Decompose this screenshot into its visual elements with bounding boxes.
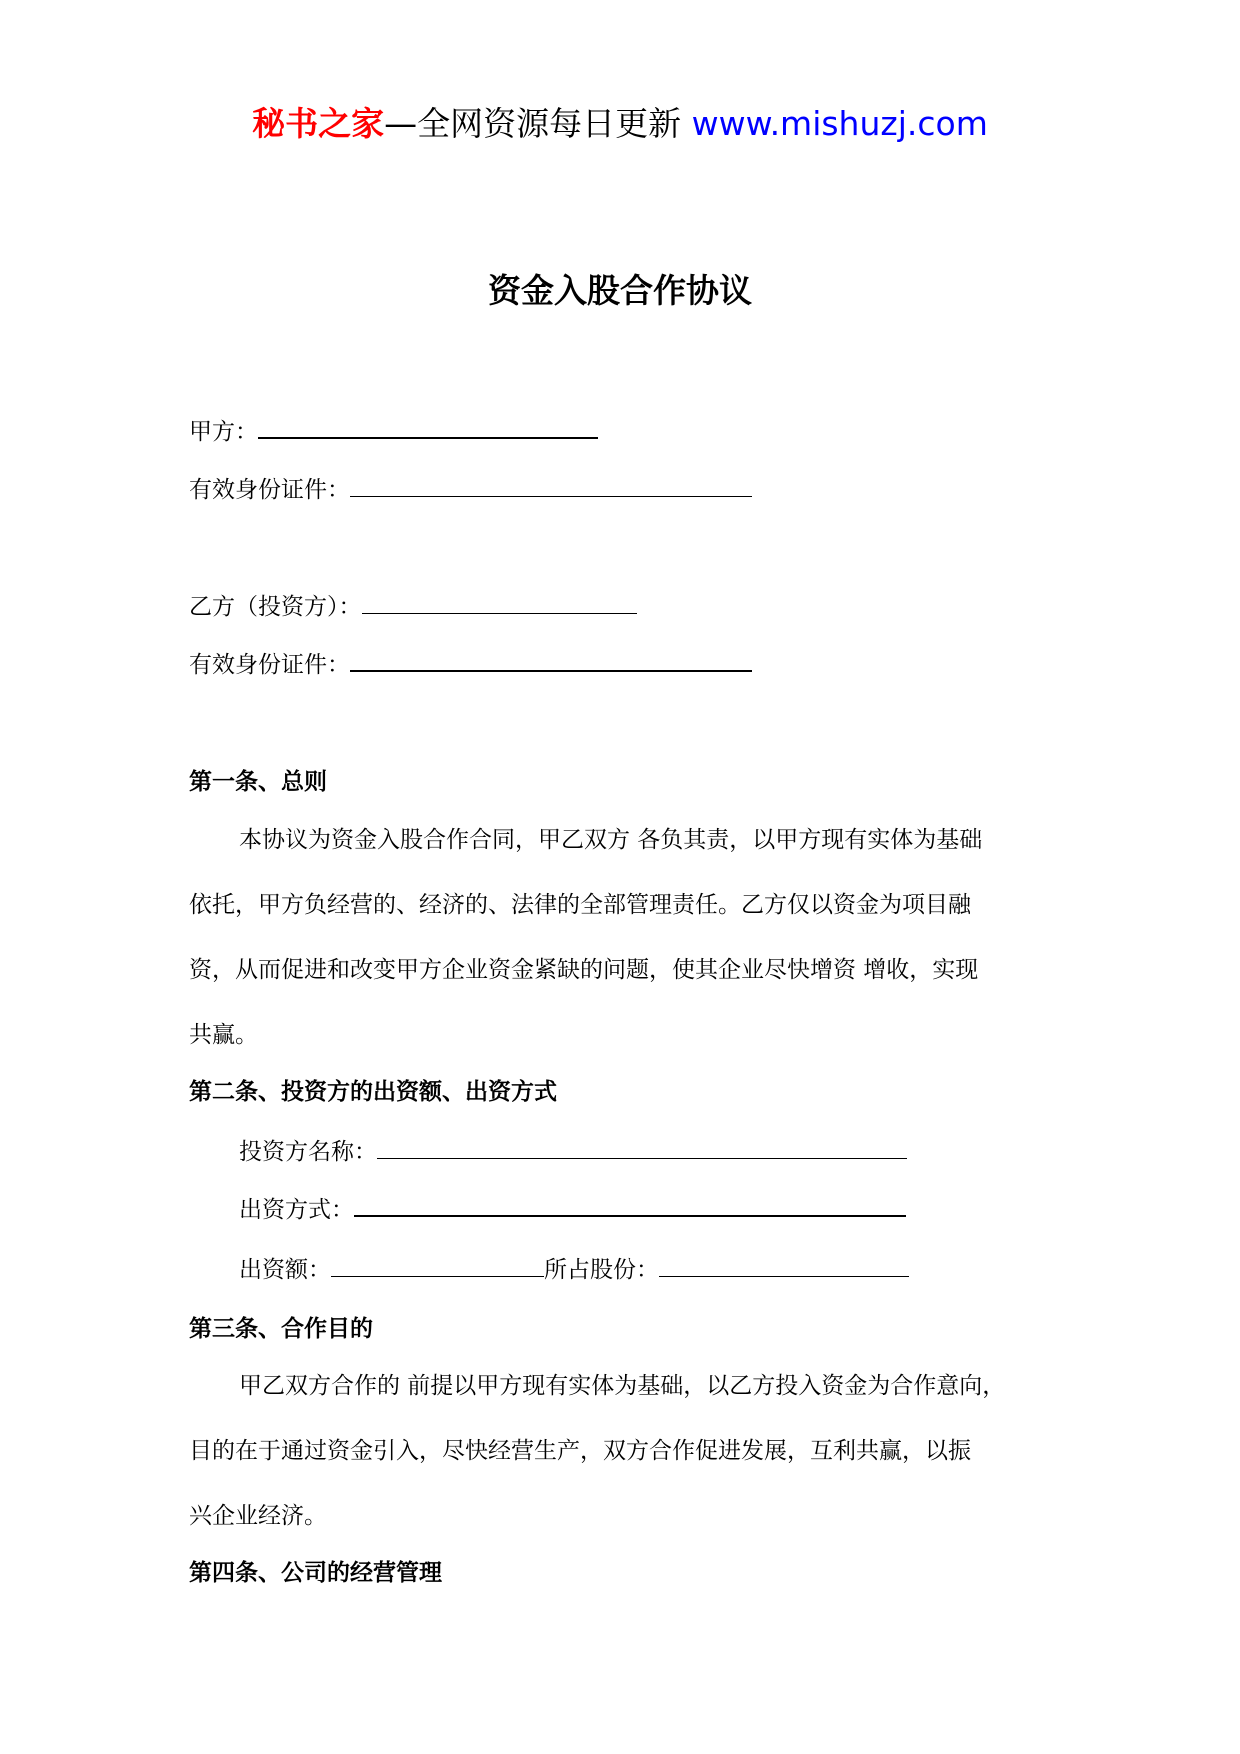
article-1-line-1: 本协议为资金入股合作合同，甲乙双方 各负其责，以甲方现有实体为基础: [239, 827, 983, 853]
banner-slogan: —全网资源每日更新: [384, 104, 682, 143]
party-a-blank: [258, 415, 598, 439]
article-3-body: [189, 1354, 1059, 1549]
party-a-id-row: [189, 473, 752, 507]
investment-method-row: [239, 1193, 906, 1227]
article-1-line-4: 共赢。: [189, 1022, 258, 1048]
party-b-id-row: [189, 648, 752, 682]
article-3-line-1: 甲乙双方合作的 前提以甲方现有实体为基础，以乙方投入资金为合作意向，: [239, 1373, 1006, 1399]
party-a-id-blank: [350, 474, 752, 497]
article-2-heading: 第二条、投资方的出资额、出资方式: [189, 1079, 557, 1105]
investment-amount-blank: [331, 1254, 544, 1277]
article-1-line-3: 资，从而促进和改变甲方企业资金紧缺的问题，使其企业尽快增资 增收，实现: [189, 957, 979, 983]
article-1-body: [189, 808, 1059, 1068]
amount-share-row: [239, 1253, 909, 1287]
investor-name-row: [239, 1135, 907, 1169]
banner-brand: 秘书之家: [252, 104, 385, 143]
party-a-id-label: 有效身份证件：: [189, 477, 350, 503]
party-a-label: 甲方：: [189, 419, 258, 445]
share-percentage-blank: [659, 1254, 909, 1277]
article-1-heading: 第一条、总则: [189, 769, 327, 795]
article-1-line-2: 依托，甲方负经营的、经济的、法律的全部管理责任。乙方仅以资金为项目融: [189, 892, 971, 918]
party-b-id-blank: [350, 648, 752, 672]
party-a-row: [189, 415, 598, 449]
investment-method-label: 出资方式：: [239, 1197, 354, 1223]
investor-name-label: 投资方名称：: [239, 1139, 377, 1165]
article-3-heading: 第三条、合作目的: [189, 1316, 373, 1342]
document-title: 资金入股合作协议: [488, 271, 752, 310]
article-3-line-2: 目的在于通过资金引入，尽快经营生产，双方合作促进发展，互利共赢，以振: [189, 1438, 971, 1464]
investor-name-blank: [377, 1136, 907, 1159]
party-b-label: 乙方（投资方）：: [189, 594, 362, 620]
banner-url-link[interactable]: www.mishuzj.com: [691, 104, 988, 143]
investment-amount-label: 出资额：: [239, 1257, 331, 1283]
share-percentage-label: 所占股份：: [544, 1257, 659, 1283]
investment-method-blank: [354, 1193, 906, 1217]
article-3-line-3: 兴企业经济。: [189, 1503, 327, 1529]
party-b-row: [189, 590, 637, 624]
party-b-blank: [362, 591, 637, 614]
article-4-heading: 第四条、公司的经营管理: [189, 1560, 442, 1586]
party-b-id-label: 有效身份证件：: [189, 652, 350, 678]
site-banner: [0, 100, 1240, 148]
